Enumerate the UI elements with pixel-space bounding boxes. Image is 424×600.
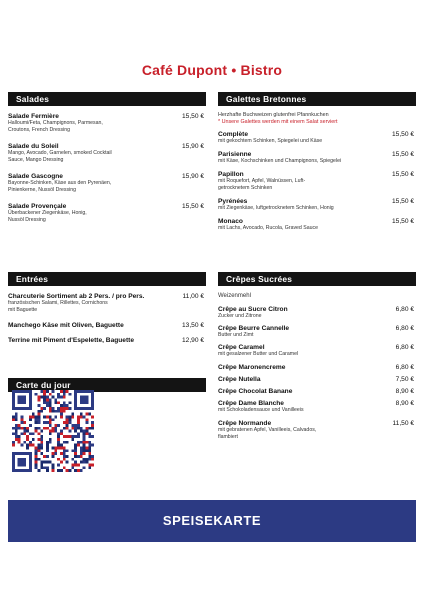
menu-item-price: 8,90 € bbox=[395, 388, 414, 395]
entrees-heading: Entrées bbox=[8, 272, 206, 286]
menu-item-price: 6,80 € bbox=[395, 344, 414, 351]
menu-item-name: Crêpe Normande bbox=[218, 420, 272, 427]
menu-item-description: mit Schokoladensauce und Vanilleeis bbox=[218, 407, 304, 413]
menu-item-name: Charcuterie Sortiment ab 2 Pers. / pro Pers. bbox=[8, 293, 145, 300]
galettes-intro bbox=[218, 112, 416, 126]
menu-item-name: Pyrénées bbox=[218, 198, 248, 205]
menu-item bbox=[8, 337, 206, 344]
menu-item-name: Papillon bbox=[218, 171, 244, 178]
menu-item-price: 15,50 € bbox=[392, 218, 414, 225]
menu-item bbox=[218, 151, 416, 165]
menu-item-description: Croutons, French Dressing bbox=[8, 127, 70, 133]
menu-item-description: Überbackener Ziegenkäse, Honig, bbox=[8, 210, 87, 216]
menu-item-price: 15,90 € bbox=[182, 173, 204, 180]
menu-item-name: Salade du Soleil bbox=[8, 143, 59, 150]
menu-item-description: mit gebratenen Apfel, Vanilleeis, Calvados, bbox=[218, 427, 317, 433]
menu-item-price: 15,50 € bbox=[392, 131, 414, 138]
right-column bbox=[218, 92, 416, 440]
menu-item-name: Crêpe Chocolat Banane bbox=[218, 388, 293, 395]
menu-item-price: 15,50 € bbox=[182, 113, 204, 120]
menu-item-description: Sauce, Mango Dressing bbox=[8, 157, 64, 163]
menu-item-name: Crêpe Beurre Cannelle bbox=[218, 325, 290, 332]
crepes-list bbox=[218, 306, 416, 446]
menu-item-name: Manchego Käse mit Oliven, Baguette bbox=[8, 322, 124, 329]
menu-item bbox=[8, 322, 206, 329]
left-column bbox=[8, 92, 206, 390]
menu-item bbox=[218, 306, 416, 320]
menu-item-price: 7,50 € bbox=[395, 376, 414, 383]
qr-code-icon[interactable] bbox=[12, 390, 94, 472]
menu-item-name: Monaco bbox=[218, 218, 243, 225]
speisekarte-banner: SPEISEKARTE bbox=[8, 500, 416, 542]
menu-item bbox=[218, 420, 416, 441]
menu-item-price: 15,50 € bbox=[392, 171, 414, 178]
menu-item-name: Crêpe Caramel bbox=[218, 344, 265, 351]
menu-item-description: mit Käse, Kochschinken und Champignons, Spiegelei bbox=[218, 158, 342, 164]
menu-item-price: 12,90 € bbox=[182, 337, 204, 344]
menu-item bbox=[8, 173, 206, 194]
menu-item bbox=[218, 131, 416, 145]
menu-item bbox=[218, 198, 416, 212]
menu-item-price: 13,50 € bbox=[182, 322, 204, 329]
menu-item bbox=[218, 364, 416, 371]
galettes-intro-text: Herzhafte Buchweizen glutenfrei Pfannkuchen bbox=[218, 112, 329, 118]
menu-item-price: 6,80 € bbox=[395, 325, 414, 332]
crepes-heading: Crêpes Sucrées bbox=[218, 272, 416, 286]
menu-item-name: Crêpe Nutella bbox=[218, 376, 261, 383]
menu-item-name: Crêpe Dame Blanche bbox=[218, 400, 284, 407]
menu-item-price: 15,50 € bbox=[392, 151, 414, 158]
galettes-heading: Galettes Bretonnes bbox=[218, 92, 416, 106]
menu-item-description: getrocknetem Schinken bbox=[218, 185, 273, 191]
menu-item-description: Pinienkerne, Nussöl Dressing bbox=[8, 187, 77, 193]
menu-item bbox=[8, 113, 206, 134]
menu-item-price: 8,90 € bbox=[395, 400, 414, 407]
menu-item-description: Zucker und Zitrone bbox=[218, 313, 262, 319]
menu-item-description: mit Baguette bbox=[8, 307, 38, 313]
menu-item bbox=[218, 344, 416, 358]
salades-heading: Salades bbox=[8, 92, 206, 106]
menu-item-description: Butter und Zimt bbox=[218, 332, 254, 338]
galettes-note: * Unsere Galettes werden mit einem Salat serviert bbox=[218, 119, 338, 125]
menu-item bbox=[218, 325, 416, 339]
menu-item-description: mit Roquefort, Apfel, Walnüssen, Luft- bbox=[218, 178, 306, 184]
galettes-list bbox=[218, 131, 416, 232]
menu-item-name: Terrine mit Piment d'Espelette, Baguette bbox=[8, 337, 135, 344]
carte-du-jour-heading: Carte du jour bbox=[8, 378, 206, 392]
menu-item-description: mit Lachs, Avocado, Rucola, Graved Sauce bbox=[218, 225, 318, 231]
menu-item bbox=[218, 388, 416, 395]
menu-item-description: Halloumi/Feta, Champignons, Parmesan, bbox=[8, 120, 103, 126]
menu-item-description: flambiert bbox=[218, 434, 238, 440]
menu-item bbox=[218, 400, 416, 414]
menu-item-price: 11,50 € bbox=[392, 420, 414, 427]
salades-list bbox=[8, 113, 206, 224]
menu-item bbox=[218, 376, 416, 383]
entrees-list bbox=[8, 293, 206, 350]
menu-item bbox=[218, 171, 416, 192]
menu-item-price: 15,50 € bbox=[392, 198, 414, 205]
menu-item-name: Salade Provençale bbox=[8, 203, 67, 210]
menu-item-description: mit Ziegenkäse, luftgetrocknetem Schinken, Honig bbox=[218, 205, 334, 211]
menu-item-description: Mango, Avocado, Garnelen, smoked Cocktail bbox=[8, 150, 112, 156]
menu-item-name: Parisienne bbox=[218, 151, 252, 158]
menu-item bbox=[218, 218, 416, 232]
menu-item-price: 15,50 € bbox=[182, 203, 204, 210]
menu-item-description: mit gesalzener Butter und Caramel bbox=[218, 351, 299, 357]
menu-item-price: 6,80 € bbox=[395, 306, 414, 313]
menu-item-description: französischen Salami, Rillettes, Cornichons bbox=[8, 300, 108, 306]
menu-title: Café Dupont • Bistro bbox=[141, 62, 283, 78]
menu-item-price: 15,90 € bbox=[182, 143, 204, 150]
menu-item bbox=[8, 143, 206, 164]
menu-item-name: Crêpe au Sucre Citron bbox=[218, 306, 288, 313]
menu-item bbox=[8, 203, 206, 224]
crepes-intro: Weizenmehl bbox=[218, 293, 251, 299]
menu-item-description: Bayonne-Schinken, Käse aus den Pyrenäen, bbox=[8, 180, 112, 186]
menu-item-description: mit gekochtem Schinken, Spiegelei und Käse bbox=[218, 138, 323, 144]
menu-item-price: 11,00 € bbox=[182, 293, 204, 300]
menu-item-name: Crêpe Maronencreme bbox=[218, 364, 286, 371]
menu-item-name: Salade Fermière bbox=[8, 113, 59, 120]
menu-item bbox=[8, 293, 206, 314]
menu-item-name: Salade Gascogne bbox=[8, 173, 63, 180]
menu-item-description: Nussöl Dressing bbox=[8, 217, 46, 223]
menu-item-name: Complète bbox=[218, 131, 249, 138]
menu-item-price: 6,80 € bbox=[395, 364, 414, 371]
